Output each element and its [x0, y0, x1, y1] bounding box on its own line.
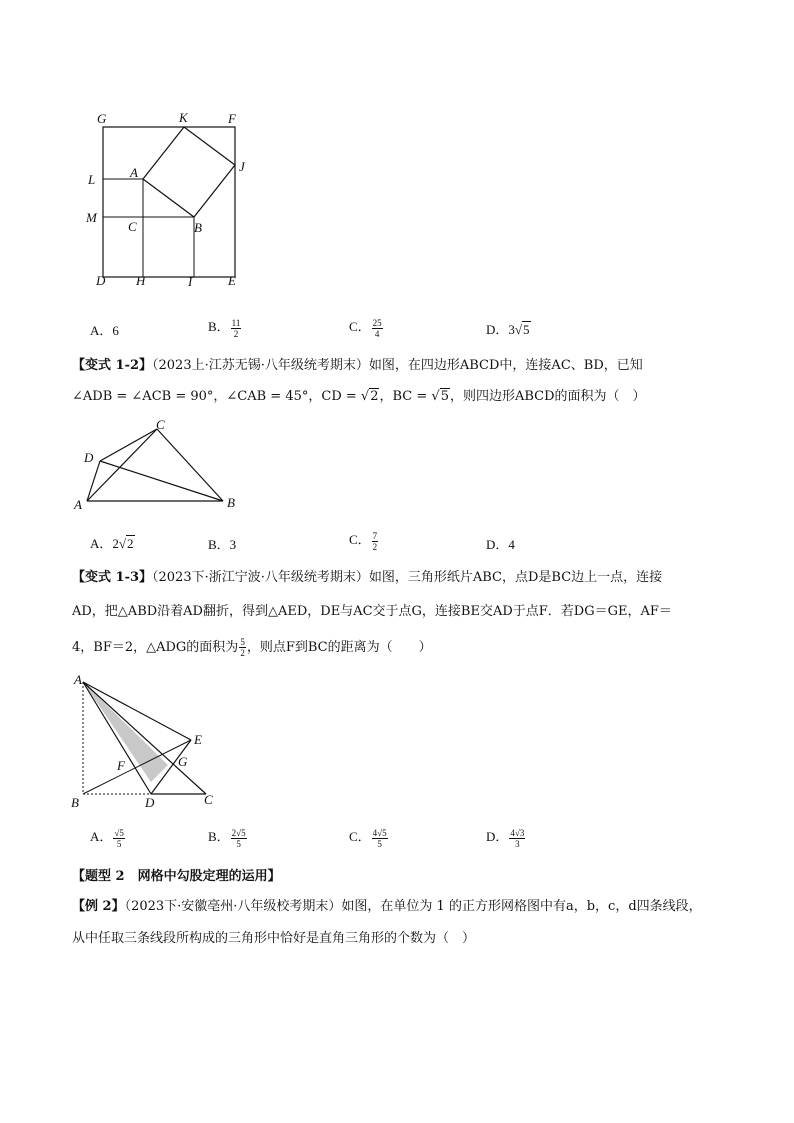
q3-option-d-fraction — [509, 828, 525, 849]
q2-source: （2023上·江苏无锡·八年级统考期末） — [152, 358, 369, 373]
q2-option-d-text: D．4 — [486, 537, 515, 552]
q3-area-numerator: 5 — [240, 637, 245, 647]
q3-option-b-numerator: 2√5 — [231, 827, 246, 838]
q2-option-a-prefix: A．2 — [90, 536, 119, 551]
q2-option-c-fraction — [372, 531, 379, 552]
q1-option-b-denominator: 2 — [233, 328, 239, 339]
q3-line3-part-a: 4，BF＝2，△ADG的面积为 — [72, 640, 239, 655]
q3-line-3 — [72, 637, 732, 658]
label-E: E — [194, 732, 202, 747]
q1-option-b-numerator: 11 — [231, 317, 241, 328]
q3-line3-part-b: ，则点F到BC的距离为（ ） — [246, 640, 432, 655]
segment-DC — [100, 429, 157, 461]
segment-LA-AH — [103, 179, 143, 277]
section-2-heading: 【题型 2 网格中勾股定理的运用】 — [72, 869, 281, 884]
q3-option-c-denominator: 5 — [377, 838, 382, 849]
label-F: F — [117, 758, 125, 773]
q3-line-1 — [72, 569, 732, 587]
q3-option-c-prefix: C． — [349, 829, 371, 844]
q2-line1-text: 如图，在四边形ABCD中，连接AC、BD，已知 — [368, 358, 643, 373]
q3-option-d-denominator: 3 — [515, 838, 520, 849]
figure-2-quadrilateral-diagram — [70, 415, 250, 515]
q2-option-c-denominator: 2 — [372, 541, 378, 552]
q3-option-b-denominator: 5 — [236, 838, 241, 849]
label-J: J — [239, 159, 245, 174]
label-B: B — [194, 220, 202, 235]
q3-option-c[interactable] — [349, 826, 389, 849]
q2-line2-part-c: ，则四边形ABCD的面积为（ ） — [449, 389, 646, 404]
q1-option-d-coefficient: 3 — [508, 322, 515, 337]
label-G: G — [178, 754, 188, 769]
figure-1-square-diagram — [80, 105, 260, 290]
shaded-triangle-ADG — [83, 682, 168, 782]
label-M: M — [86, 210, 97, 225]
ex2-tag: 【例 2】 — [72, 899, 125, 914]
q1-option-a[interactable] — [90, 320, 119, 339]
label-D: D — [84, 450, 94, 465]
q1-option-d-sqrt: √5 — [514, 322, 530, 337]
q3-option-b[interactable] — [208, 826, 248, 849]
q2-option-a-radicand: 2 — [127, 536, 134, 551]
q1-option-c[interactable] — [349, 316, 384, 339]
q2-sqrt-2-radicand: 2 — [370, 389, 379, 404]
q3-option-c-fraction — [372, 828, 388, 849]
label-A: A — [74, 672, 82, 687]
q2-line-2 — [72, 388, 732, 406]
label-C: C — [128, 219, 137, 234]
q1-option-d-prefix: D． — [486, 322, 509, 337]
label-A: A — [130, 165, 138, 180]
q1-option-d[interactable] — [486, 319, 531, 338]
q3-option-d-prefix: D． — [486, 829, 509, 844]
q3-line1-text: 如图，三角形纸片ABC，点D是BC边上一点，连接 — [368, 570, 663, 585]
q3-line-2 — [72, 603, 732, 621]
q2-option-a[interactable] — [90, 533, 135, 552]
q3-option-c-numerator: 4√5 — [372, 827, 387, 838]
label-I: I — [188, 274, 193, 289]
segment-AC — [87, 429, 157, 501]
q2-line-1 — [72, 357, 732, 375]
q1-option-a-text: A．6 — [90, 323, 119, 338]
q3-option-d-numerator: 4√3 — [510, 827, 525, 838]
q1-option-b-fraction — [231, 318, 242, 339]
inner-square-AKJB — [143, 127, 235, 217]
q1-option-b-prefix: B． — [208, 319, 230, 334]
q1-option-c-denominator: 4 — [374, 328, 380, 339]
ex2-line-2 — [72, 930, 732, 948]
label-B: B — [71, 795, 79, 810]
segment-MB-BI — [103, 217, 194, 277]
q2-option-b-text: B．3 — [208, 537, 237, 552]
label-D: D — [145, 795, 155, 810]
label-C: C — [204, 792, 213, 807]
q2-sqrt-5-radicand: 5 — [440, 389, 449, 404]
q3-option-a-numerator: √5 — [114, 827, 124, 838]
q3-tag: 【变式 1-3】 — [72, 570, 153, 585]
q2-option-a-sqrt: √2 — [118, 536, 134, 551]
q2-line2-part-b: ，BC = — [379, 389, 432, 404]
q3-source: （2023下·浙江宁波·八年级统考期末） — [152, 570, 369, 585]
q2-option-c[interactable] — [349, 529, 379, 552]
label-E: E — [228, 273, 236, 288]
q3-option-a-fraction — [113, 828, 124, 849]
q1-option-d-radicand: 5 — [523, 322, 530, 337]
q3-option-a-denominator: 5 — [116, 838, 122, 849]
ex2-line2-text: 从中任取三条线段所构成的三角形中恰好是直角三角形的个数为（ ） — [72, 931, 476, 946]
q3-area-denominator: 2 — [240, 648, 245, 658]
ex2-line-1 — [72, 898, 732, 916]
q3-option-a-prefix: A． — [90, 829, 113, 844]
ex2-line1-text: （2023下·安徽亳州·八年级校考期末）如图，在单位为 1 的正方形网格图中有a，b，c，d四条线段， — [124, 899, 702, 914]
q1-option-c-fraction — [372, 318, 383, 339]
label-H: H — [136, 273, 146, 288]
q2-option-c-numerator: 7 — [372, 530, 378, 541]
q3-option-b-fraction — [231, 828, 247, 849]
label-F: F — [228, 111, 236, 126]
q2-sqrt-5: √5 — [431, 389, 449, 404]
label-A: A — [74, 497, 82, 512]
q2-option-d[interactable] — [486, 534, 515, 553]
q2-option-b[interactable] — [208, 534, 236, 553]
q1-option-c-prefix: C． — [349, 319, 371, 334]
q3-line2-text: AD，把△ABD沿着AD翻折，得到△AED，DE与AC交于点G，连接BE交AD于点F．若DG＝GE，AF＝ — [72, 604, 672, 619]
label-L: L — [88, 172, 96, 187]
q2-option-c-prefix: C． — [349, 532, 371, 547]
label-C: C — [156, 417, 165, 432]
q1-option-c-numerator: 25 — [372, 317, 382, 328]
q3-option-d[interactable] — [486, 826, 526, 849]
label-K: K — [179, 110, 188, 125]
q3-option-b-prefix: B． — [208, 829, 230, 844]
q1-option-b[interactable] — [208, 316, 242, 339]
label-G: G — [97, 111, 107, 126]
q2-line2-part-a: ∠ADB = ∠ACB = 90°，∠CAB = 45°，CD = — [72, 389, 361, 404]
q3-area-fraction — [239, 637, 246, 658]
q3-option-a[interactable] — [90, 826, 126, 849]
q2-sqrt-2: √2 — [360, 389, 379, 404]
q2-tag: 【变式 1-2】 — [72, 358, 153, 373]
label-B: B — [227, 495, 235, 510]
label-D: D — [96, 273, 106, 288]
figure-3-triangle-fold-diagram — [66, 670, 236, 810]
